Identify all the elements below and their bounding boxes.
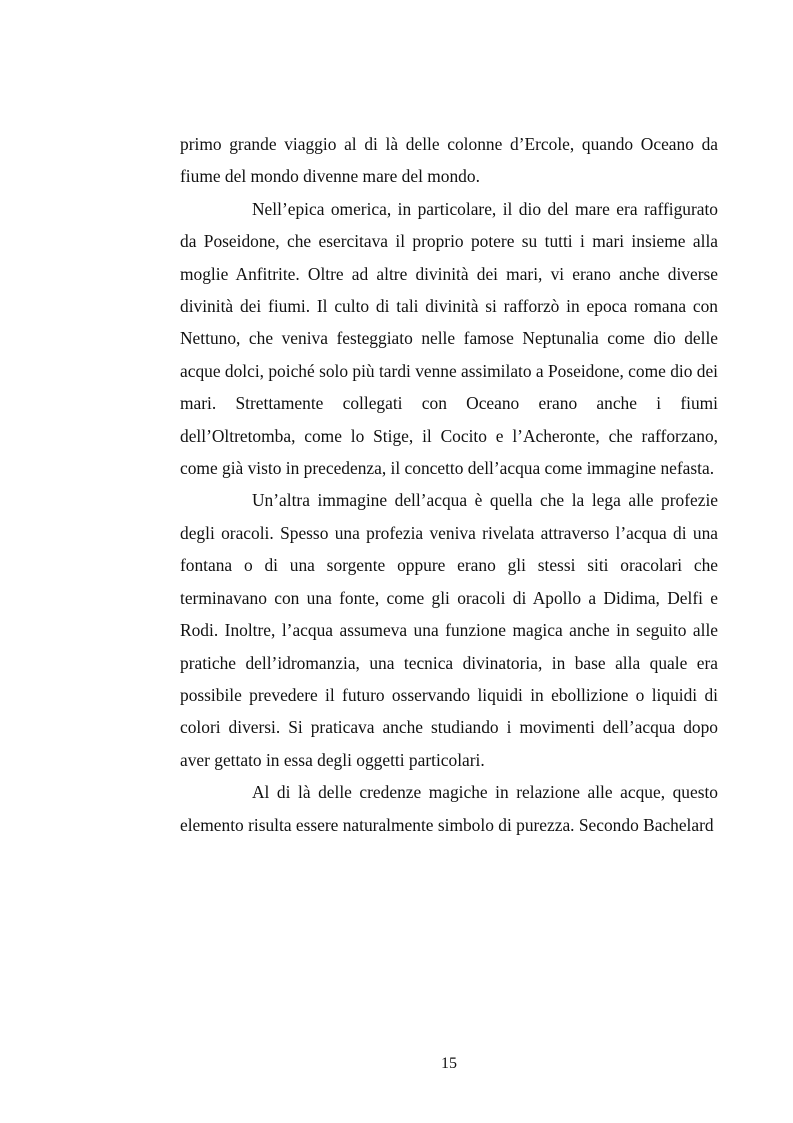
paragraph-3: Un’altra immagine dell’acqua è quella che la lega alle profezie degli oracoli. Spesso una profezia veniva rivelata attraverso l’acqua di una fontana o di una sorgente oppure erano gli stessi siti oracolari che terminavano con una fonte, come gli oracoli di Apollo a Didima, Delfi e Rodi. Inoltre, l’acqua assumeva una funzione magica anche in seguito alle pratiche dell’idromanzia, una tecnica divinatoria, in base alla quale era possibile prevedere il futuro osservando liquidi in ebollizione o liquidi di colori diversi. Si praticava anche studiando i movimenti dell’acqua dopo aver gettato in essa degli oggetti particolari. bbox=[180, 490, 718, 770]
body-text bbox=[180, 128, 718, 841]
page-number: 15 bbox=[441, 1055, 457, 1072]
paragraph-1: primo grande viaggio al di là delle colonne d’Ercole, quando Oceano da fiume del mondo divenne mare del mondo. bbox=[180, 134, 718, 187]
paragraph-4: Al di là delle credenze magiche in relazione alle acque, questo elemento risulta essere naturalmente simbolo di purezza. Secondo Bachelard bbox=[180, 782, 718, 835]
paragraph-2: Nell’epica omerica, in particolare, il dio del mare era raffigurato da Poseidone, che esercitava il proprio potere su tutti i mari insieme alla moglie Anfitrite. Oltre ad altre divinità dei mari, vi erano anche diverse divinità dei fiumi. Il culto di tali divinità si rafforzò in epoca romana con Nettuno, che veniva festeggiato nelle famose Neptunalia come dio delle acque dolci, poiché solo più tardi venne assimilato a Poseidone, come dio dei mari. Strettamente collegati con Oceano erano anche i fiumi dell’Oltretomba, come lo Stige, il Cocito e l’Acheronte, che rafforzano, come già visto in precedenza, il concetto dell’acqua come immagine nefasta. bbox=[180, 198, 719, 479]
